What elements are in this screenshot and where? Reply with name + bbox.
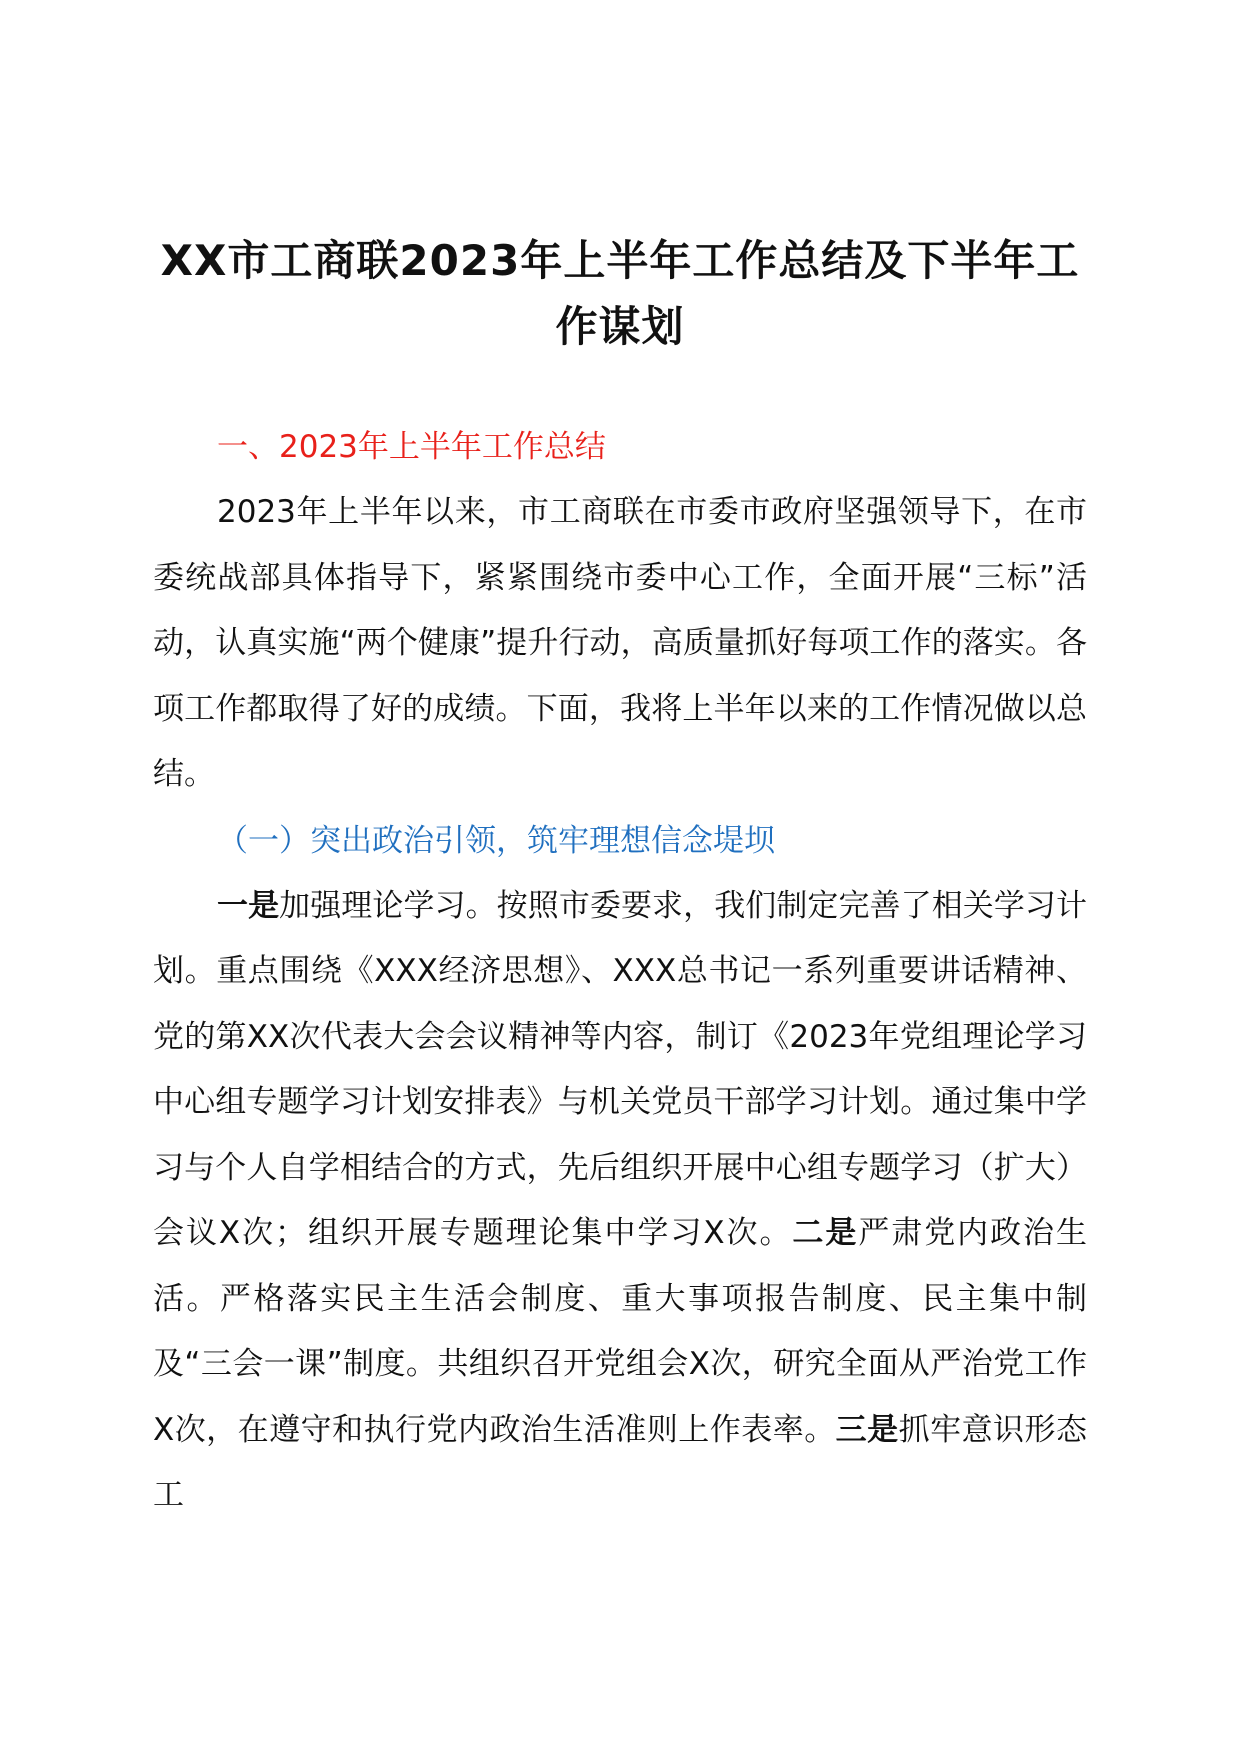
intro-paragraph: 2023年上半年以来，市工商联在市委市政府坚强领导下，在市委统战部具体指导下，紧紧围绕市委中心工作，全面开展“三标”活动，认真实施“两个健康”提升行动，高质量抓好每项工作的落实。各项工作都取得了好的成绩。下面，我将上半年以来的工作情况做以总结。: [153, 494, 1087, 792]
body-paragraph: [153, 874, 1087, 1529]
document-page: [153, 228, 1087, 1529]
item-text-1: 加强理论学习。按照市委要求，我们制定完善了相关学习计划。重点围绕《XXX经济思想》、XXX总书记一系列重要讲话精神、党的第XX次代表大会会议精神等内容，制订《2023年党组理论学习中心组专题学习计划安排表》与机关党员干部学习计划。通过集中学习与个人自学相结合的方式，先后组织开展中心组专题学习（扩大）会议X次；组织开展专题理论集中学习X次。: [153, 887, 1088, 1251]
item-lead-3: 三是: [835, 1411, 899, 1448]
item-lead-1: 一是: [217, 887, 280, 924]
document-title: XX市工商联2023年上半年工作总结及下半年工作谋划: [160, 236, 1080, 351]
item-text-3: 抓牢意识形态工: [153, 1411, 1087, 1513]
item-text-2: 严肃党内政治生活。严格落实民主生活会制度、重大事项报告制度、民主集中制及“三会一课”制度。共组织召开党组会X次，研究全面从严治党工作X次，在遵守和执行党内政治生活准则上作表率。: [153, 1215, 1088, 1448]
subsection-heading-1: （一）突出政治引领，筑牢理想信念堤坝: [217, 822, 775, 859]
section-heading-1: 一、2023年上半年工作总结: [217, 429, 606, 465]
item-lead-2: 二是: [792, 1215, 859, 1251]
